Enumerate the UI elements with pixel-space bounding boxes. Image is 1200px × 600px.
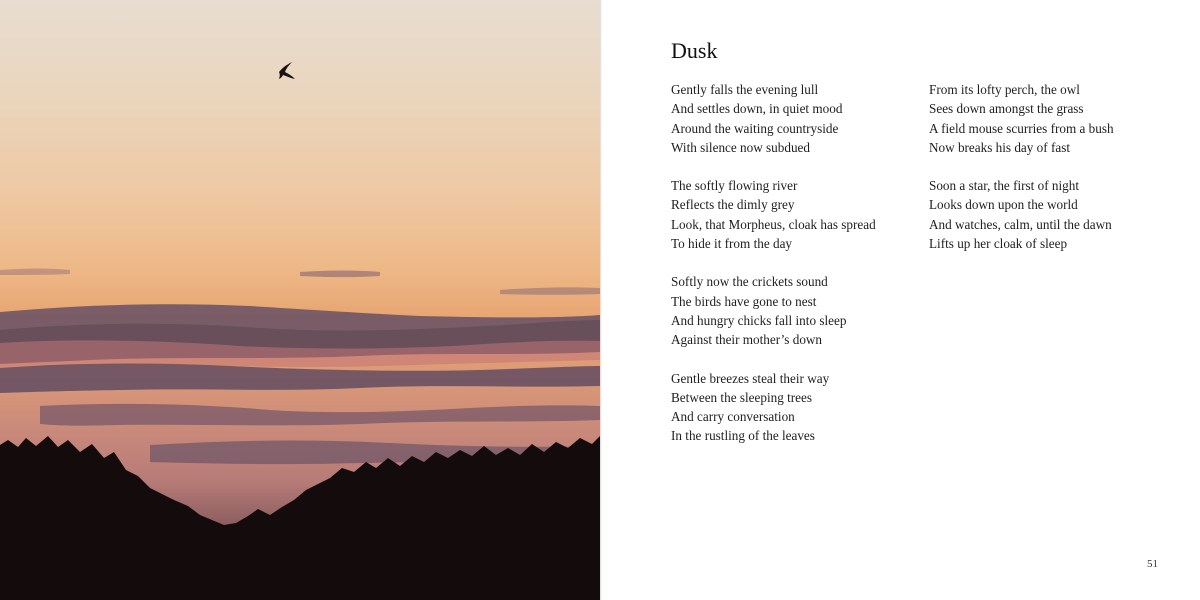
poem-line: Looks down upon the world	[929, 197, 1078, 213]
stanza	[671, 369, 911, 446]
poem-line: Reflects the dimly grey	[671, 197, 795, 213]
poem-line: Soon a star, the first of night	[929, 178, 1080, 194]
stanza	[929, 80, 1169, 157]
poem-line: Around the waiting countryside	[671, 120, 839, 136]
poem-line: With silence now subdued	[671, 139, 811, 155]
stanza	[929, 176, 1169, 253]
poem-page	[602, 0, 1200, 600]
poem-line: In the rustling of the leaves	[671, 428, 815, 444]
poem-line: Softly now the crickets sound	[671, 274, 828, 290]
cloud-bands	[0, 269, 600, 465]
poem-line: To hide it from the day	[671, 236, 793, 252]
poem-line: And carry conversation	[671, 409, 795, 425]
poem-title: Dusk	[671, 38, 718, 63]
poem-line: Lifts up her cloak of sleep	[929, 236, 1068, 252]
poem-line: And hungry chicks fall into sleep	[671, 312, 847, 328]
poem-line: Sees down amongst the grass	[929, 101, 1084, 117]
stanza	[671, 176, 911, 253]
stanza	[671, 80, 911, 157]
poem-line: Gently falls the evening lull	[671, 82, 819, 97]
poem-line: Between the sleeping trees	[671, 389, 812, 405]
poem-line: Against their mother’s down	[671, 332, 823, 348]
poem-line: The softly flowing river	[671, 178, 798, 194]
poem-line: Now breaks his day of fast	[929, 139, 1070, 155]
poem-column-left	[671, 80, 911, 465]
poem-line: From its lofty perch, the owl	[929, 82, 1080, 97]
poem-line: And settles down, in quiet mood	[671, 101, 843, 117]
page-number: 51	[1147, 558, 1158, 570]
poem-line: And watches, calm, until the dawn	[929, 216, 1112, 232]
poem-line: Look, that Morpheus, cloak has spread	[671, 216, 876, 232]
poem-line: A field mouse scurries from a bush	[929, 120, 1114, 136]
poem-line: Gentle breezes steal their way	[671, 370, 830, 386]
poem-line: The birds have gone to nest	[671, 293, 817, 309]
stanza	[671, 272, 911, 349]
bird-silhouette	[279, 62, 295, 79]
poem-column-right	[929, 80, 1169, 272]
